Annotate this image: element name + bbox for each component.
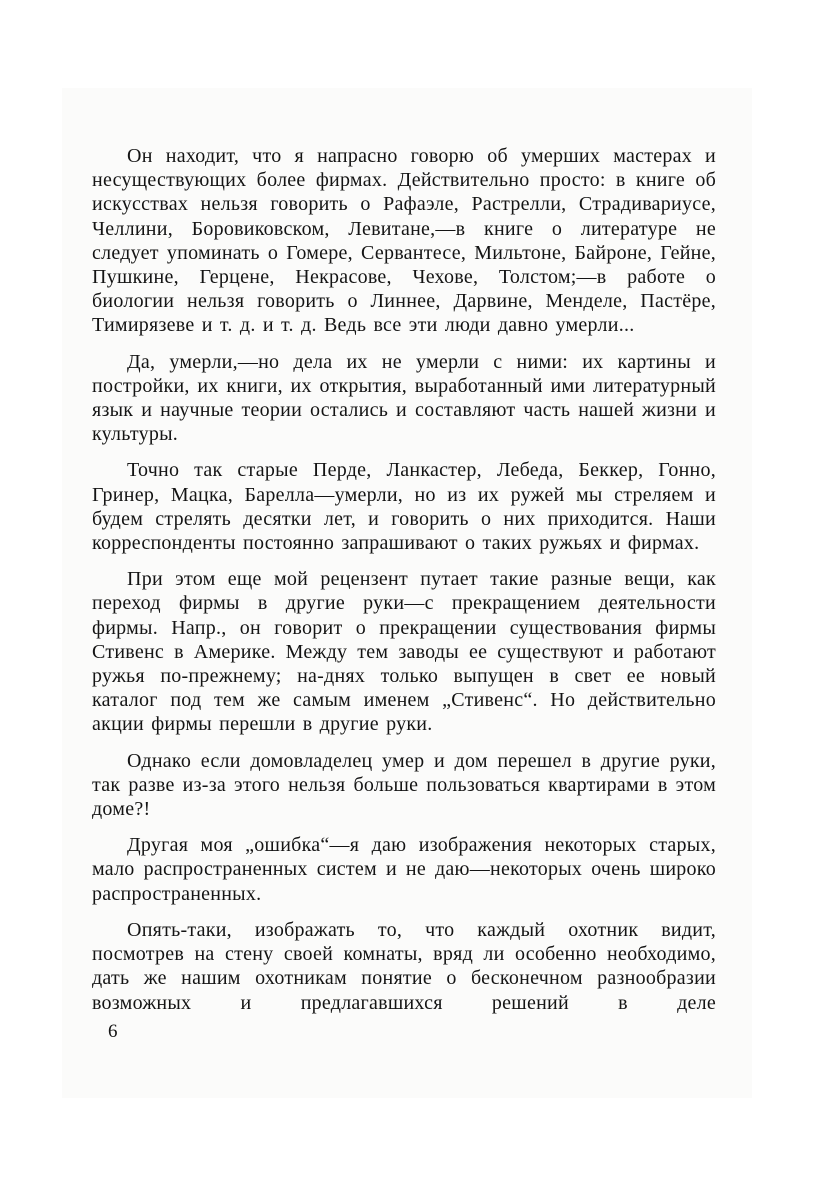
paragraph-7: Опять-таки, изображать то, что каждый охотник видит, посмотрев на стену своей комнаты, вряд ли особенно необходимо, дать же нашим охотникам понятие о бесконечном разнообразии возможных и предлагавшихся решений в деле — [92, 918, 716, 1014]
paragraph-2: Да, умерли,—но дела их не умерли с ними: их картины и постройки, их книги, их открытия, выработанный ими литературный язык и научные теории остались и составляют часть нашей жизни и культуры. — [92, 350, 716, 446]
body-text — [92, 144, 716, 1015]
page-number: 6 — [108, 1021, 118, 1042]
paragraph-6: Другая моя „ошибка“—я даю изображения некоторых старых, мало распространенных систем и не даю—некоторых очень широко распространенных. — [92, 834, 716, 905]
paragraph-5: Однако если домовладелец умер и дом перешел в другие руки, так разве из-за этого нельзя больше пользоваться квартирами в этом доме?! — [92, 749, 716, 821]
paragraph-4: При этом еще мой рецензент путает такие разные вещи, как переход фирмы в другие руки—с прекращением деятельности фирмы. Напр., он говорит о прекращении существования фирмы Стивенс в Америке. Между тем заводы ее существуют и работают ружья по-прежнему; на-днях только выпущен в свет ее новый каталог под тем же самым именем „Стивенс“. Но действительно акции фирмы перешли в другие руки. — [92, 568, 716, 736]
paragraph-3: Точно так старые Перде, Ланкастер, Лебеда, Беккер, Гонно, Гринер, Мацка, Барелла—умерли, но из их ружей мы стреляем и будем стрелять десятки лет, и говорить о них приходится. Наши корреспонденты постоянно запрашивают о таких ружьях и фирмах. — [92, 459, 716, 555]
paragraph-1: Он находит, что я напрасно говорю об умерших мастерах и несуществующих более фирмах. Действительно просто: в книге об искусствах нельзя говорить о Рафаэле, Растрелли, Страдивариусе, Челлини, Боровиковском, Левитане,—в книге о литературе не следует упоминать о Гомере, Сервантесе, Мильтоне, Байроне, Гейне, Пушкине, Герцене, Некрасове, Чехове, Толстом;—в работе о биологии нельзя говорить о Линнее, Дарвине, Менделе, Пастёре, Тимирязеве и т. д. и т. д. Ведь все эти люди давно умерли... — [92, 145, 716, 337]
